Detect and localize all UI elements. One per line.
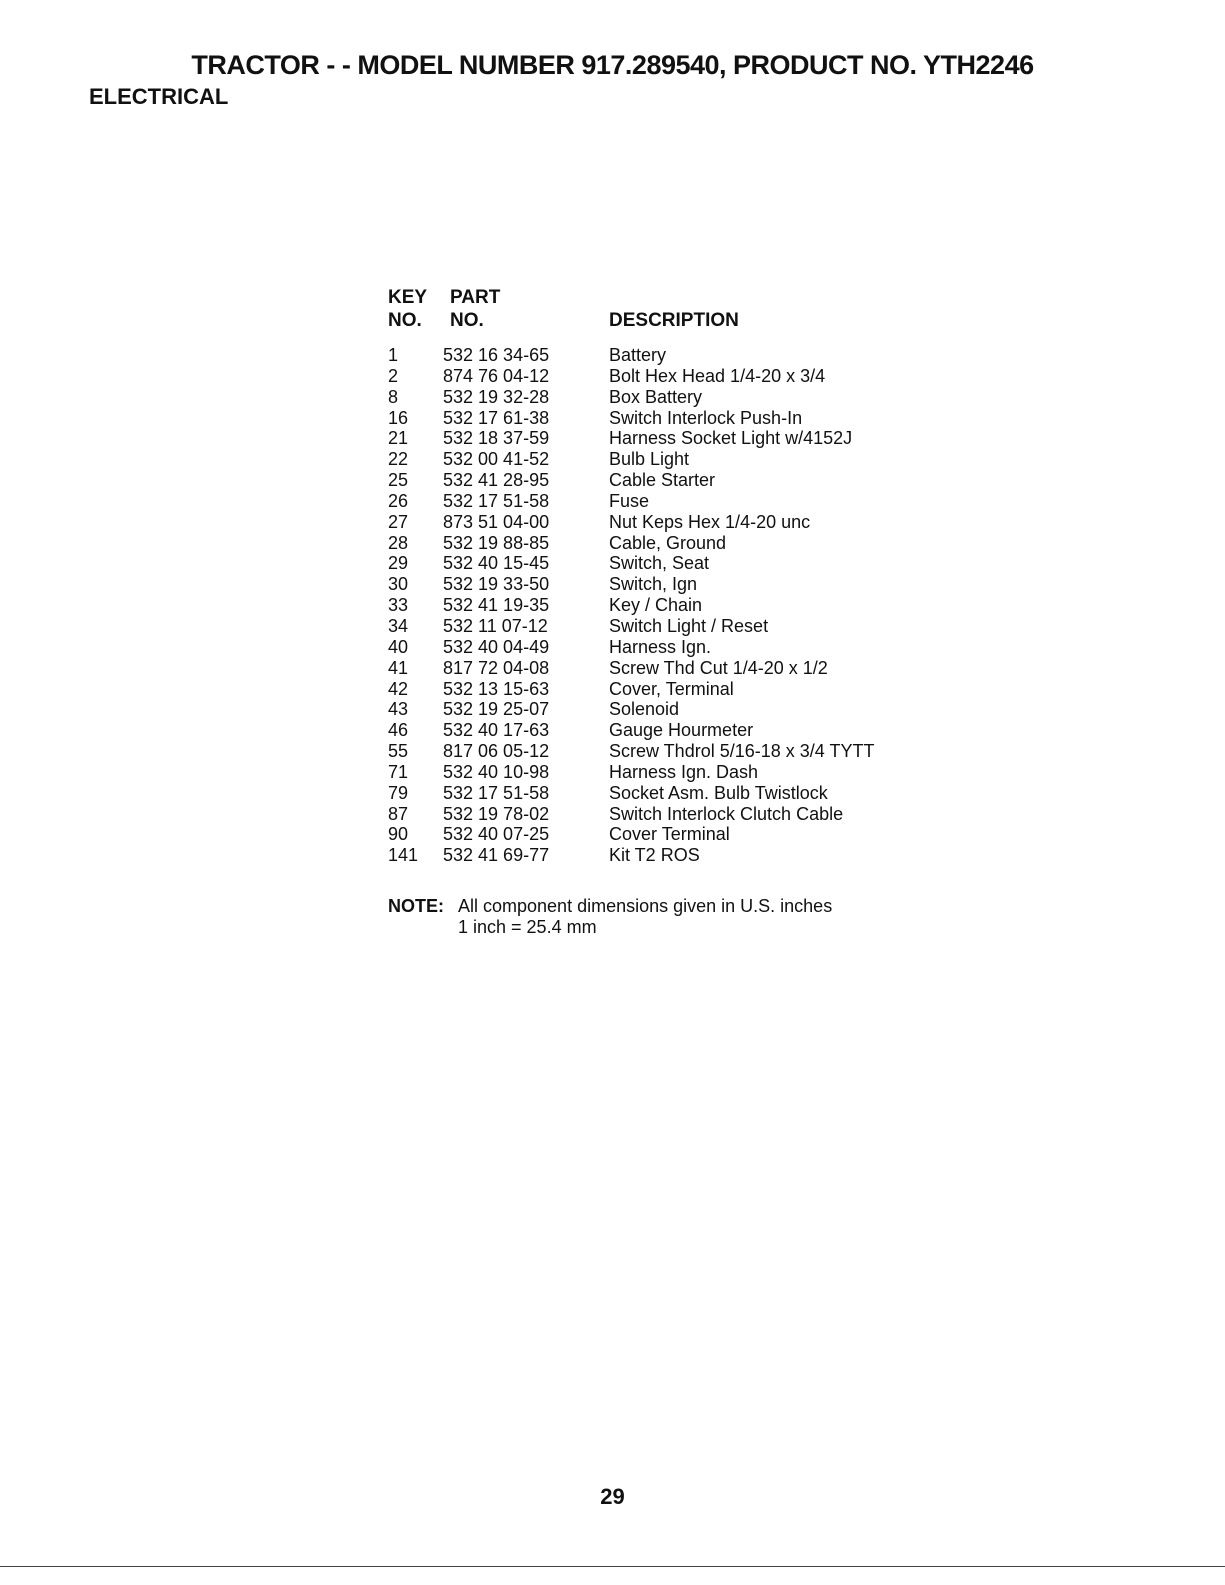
part-number-cell: 532 41 19-35 <box>443 595 550 616</box>
part-number-cell: 532 16 34-65 <box>443 345 550 365</box>
table-row <box>388 512 948 533</box>
part-number-cell: 532 40 07-25 <box>443 824 550 845</box>
description-header: DESCRIPTION <box>609 310 739 331</box>
table-row <box>388 637 948 658</box>
part-number-cell: 532 13 15-63 <box>443 678 550 699</box>
part-number-cell: 532 19 25-07 <box>443 699 550 720</box>
key-cell: 27 <box>388 511 409 532</box>
description-cell: Kit T2 ROS <box>609 845 700 866</box>
key-cell: 16 <box>388 407 409 428</box>
part-header-top: PART <box>450 287 501 308</box>
part-number-cell: 874 76 04-12 <box>443 365 550 386</box>
parts-table <box>388 287 948 866</box>
description-cell: Harness Socket Light w/4152J <box>609 428 853 449</box>
description-cell: Socket Asm. Bulb Twistlock <box>609 782 828 803</box>
description-cell: Box Battery <box>609 386 703 407</box>
key-cell: 55 <box>388 741 409 762</box>
table-row <box>388 470 948 491</box>
key-cell: 22 <box>388 449 409 470</box>
key-cell: 141 <box>388 845 419 866</box>
table-row <box>388 491 948 512</box>
key-cell: 46 <box>388 720 409 741</box>
description-cell: Cable, Ground <box>609 532 727 553</box>
table-row <box>388 366 948 387</box>
table-row <box>388 762 948 783</box>
part-number-cell: 817 06 05-12 <box>443 741 550 762</box>
part-number-cell: 532 00 41-52 <box>443 449 550 470</box>
key-cell: 30 <box>388 574 409 595</box>
note-label: NOTE: <box>388 896 444 916</box>
description-cell: Screw Thd Cut 1/4-20 x 1/2 <box>609 657 828 678</box>
key-cell: 25 <box>388 470 409 491</box>
table-row <box>388 533 948 554</box>
table-row <box>388 720 948 741</box>
description-cell: Cover Terminal <box>609 824 730 845</box>
description-cell: Fuse <box>609 490 650 511</box>
key-cell: 28 <box>388 532 409 553</box>
key-cell: 43 <box>388 699 409 720</box>
part-number-cell: 532 11 07-12 <box>443 615 548 636</box>
key-cell: 42 <box>388 678 409 699</box>
description-cell: Cover, Terminal <box>609 678 734 699</box>
part-number-cell: 532 40 10-98 <box>443 761 550 782</box>
key-cell: 87 <box>388 803 409 824</box>
key-cell: 33 <box>388 595 409 616</box>
key-cell: 79 <box>388 782 409 803</box>
part-number-cell: 532 18 37-59 <box>443 428 550 449</box>
table-row <box>388 658 948 679</box>
part-number-cell: 532 40 04-49 <box>443 636 550 657</box>
table-row <box>388 741 948 762</box>
table-body <box>388 345 948 866</box>
part-header-bottom: NO. <box>450 310 484 331</box>
key-cell: 8 <box>388 386 399 407</box>
description-cell: Bolt Hex Head 1/4-20 x 3/4 <box>609 365 826 386</box>
table-row <box>388 449 948 470</box>
table-row <box>388 345 948 366</box>
part-number-cell: 532 17 51-58 <box>443 782 550 803</box>
section-heading: ELECTRICAL <box>89 84 229 109</box>
description-cell: Battery <box>609 345 667 365</box>
description-cell: Bulb Light <box>609 449 690 470</box>
description-cell: Gauge Hourmeter <box>609 720 754 741</box>
part-number-cell: 532 41 28-95 <box>443 470 550 491</box>
part-number-cell: 532 19 33-50 <box>443 574 550 595</box>
part-number-cell: 532 19 78-02 <box>443 803 550 824</box>
key-header-top: KEY <box>388 287 428 308</box>
key-cell: 40 <box>388 636 409 657</box>
description-cell: Switch Interlock Push-In <box>609 407 803 428</box>
description-cell: Switch Light / Reset <box>609 615 769 636</box>
part-number-cell: 532 40 17-63 <box>443 720 550 741</box>
key-cell: 34 <box>388 615 409 636</box>
note-line-1: All component dimensions given in U.S. inches <box>458 896 833 916</box>
key-cell: 71 <box>388 761 409 782</box>
part-number-cell: 817 72 04-08 <box>443 657 550 678</box>
key-header-bottom: NO. <box>388 310 422 331</box>
key-cell: 26 <box>388 490 409 511</box>
key-cell: 41 <box>388 657 409 678</box>
table-row <box>388 574 948 595</box>
table-row <box>388 824 948 845</box>
description-cell: Harness Ign. <box>609 636 712 657</box>
key-cell: 1 <box>388 345 399 365</box>
description-cell: Cable Starter <box>609 470 716 491</box>
table-row <box>388 553 948 574</box>
description-cell: Switch, Ign <box>609 574 698 595</box>
table-row <box>388 679 948 700</box>
table-row <box>388 845 948 866</box>
description-cell: Nut Keps Hex 1/4-20 unc <box>609 511 811 532</box>
key-cell: 90 <box>388 824 409 845</box>
note-line-2: 1 inch = 25.4 mm <box>458 917 597 937</box>
table-row <box>388 804 948 825</box>
part-number-cell: 873 51 04-00 <box>443 511 550 532</box>
description-cell: Switch, Seat <box>609 553 710 574</box>
table-row <box>388 616 948 637</box>
bottom-rule <box>0 1566 1225 1567</box>
table-row <box>388 387 948 408</box>
part-number-cell: 532 19 32-28 <box>443 386 550 407</box>
table-row <box>388 428 948 449</box>
part-number-cell: 532 40 15-45 <box>443 553 550 574</box>
key-cell: 21 <box>388 428 409 449</box>
table-header <box>388 287 948 345</box>
part-number-cell: 532 17 61-38 <box>443 407 550 428</box>
table-row <box>388 408 948 429</box>
table-row <box>388 699 948 720</box>
description-cell: Switch Interlock Clutch Cable <box>609 803 844 824</box>
description-cell: Key / Chain <box>609 595 703 616</box>
table-row <box>388 783 948 804</box>
page-title: TRACTOR - - MODEL NUMBER 917.289540, PRODUCT NO. YTH2246 <box>191 50 1034 80</box>
description-cell: Screw Thdrol 5/16-18 x 3/4 TYTT <box>609 741 875 762</box>
table-row <box>388 595 948 616</box>
description-cell: Harness Ign. Dash <box>609 761 759 782</box>
part-number-cell: 532 19 88-85 <box>443 532 550 553</box>
part-number-cell: 532 41 69-77 <box>443 845 550 866</box>
part-number-cell: 532 17 51-58 <box>443 490 550 511</box>
page-number: 29 <box>600 1484 625 1509</box>
key-cell: 29 <box>388 553 409 574</box>
description-cell: Solenoid <box>609 699 680 720</box>
key-cell: 2 <box>388 365 399 386</box>
